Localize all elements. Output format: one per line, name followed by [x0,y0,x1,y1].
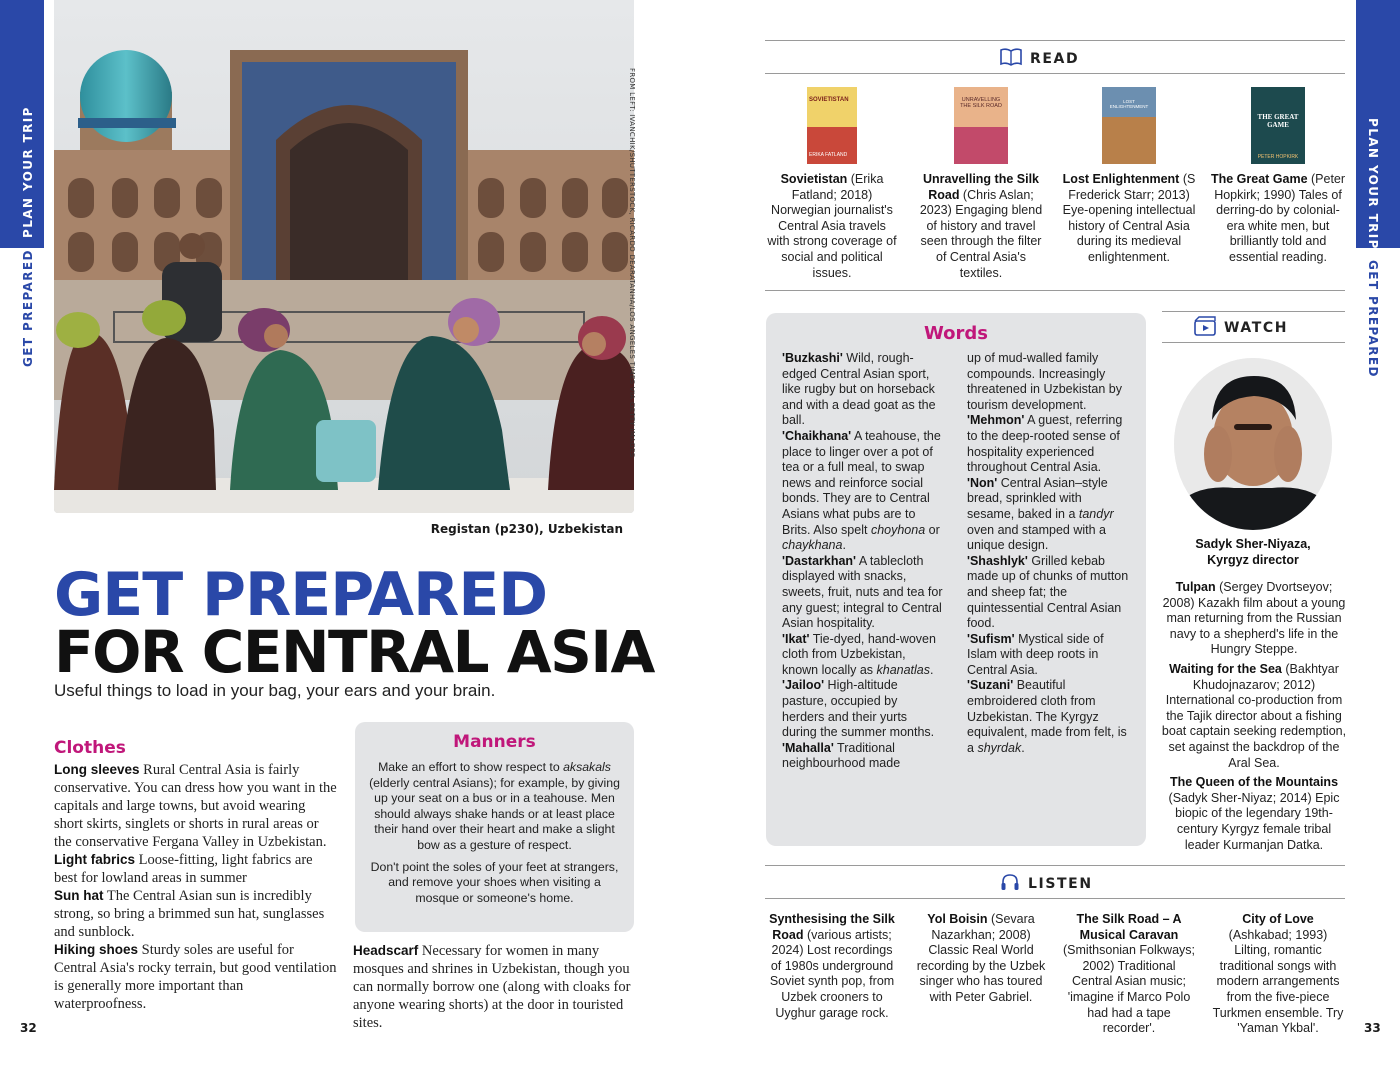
film-icon [1194,316,1216,340]
book-title: Lost Enlightenment [1062,172,1180,186]
clothes-term: Light fabrics [54,852,136,867]
clothes-term: Sun hat [54,888,104,903]
headscarf-item: Headscarf Necessary for women in many mosques and shrines in Uzbekistan, though you can normally borrow one (along with cloaks for anyone wearing shorts) at the door in touristed sites. [353,943,631,1031]
album-title: The Silk Road – A Musical Caravan [1076,912,1182,942]
film-title: The Queen of the Mountains [1169,775,1339,790]
word-entry: 'Suzani' Beautiful embroidered cloth from Uzbekistan. The Kyrgyz equivalent, made from felt, is a shyrdak. [967,678,1127,755]
words-box [766,313,1146,846]
word-entry: 'Jailoo' High-altitude pasture, occupied by herders and their yurts during the summer months. [782,678,935,740]
words-column-2 [967,351,1130,772]
clothes-item: Long sleeves Rural Central Asia is fairly conservative. You can dress how you want in the capitals and large towns, but avoid wearing short skirts, singlets or shorts in rural areas or the conservative Fergana Valley in Uzbekistan. [54,762,337,850]
book-cover: LOST ENLIGHTENMENT [1102,87,1156,164]
book-text: Sovietistan (Erika Fatland; 2018) Norwegian journalist's Central Asia travels with strong coverage of social and political issues. [767,172,897,280]
manners-box [355,722,634,932]
word-entry: 'Mehmon' A guest, referring to the deep-rooted sense of hospitality experienced throughout Central Asia. [967,413,1123,475]
manners-paragraph: Make an effort to show respect to aksakals (elderly central Asians); for example, by giving up your seat on a bus or in a teahouse. Men should always shake hands or at least place their hand over their heart and make a slight bow as a gesture of respect. [369,760,620,852]
book-item [914,87,1048,281]
book-item [1062,87,1196,266]
word-entry: 'Mahalla' Traditional neighbourhood made [782,740,901,771]
book-item [1210,87,1346,266]
left-tab-plan-label: PLAN YOUR TRIP [21,106,35,238]
registan-photo [54,0,634,513]
watch-header [1194,316,1288,340]
word-entry-continued: up of mud-walled family compounds. Increasingly threatened in Uzbekistan by tourism development. [967,351,1122,412]
left-tab-section-label: GET PREPARED [21,249,35,367]
word-term: 'Mehmon' [967,413,1025,428]
photo-credit: FROM LEFT: IVANCHIK/SHUTTERSTOCK, RICARDO DEARATANHA/LOS ANGELES TIMES VIA GETTY IMAGES [628,68,636,458]
album-item: City of Love (Ashkabad; 1993) Lilting, romantic traditional songs with modern arrangements from the five-piece Turkmen ensemble. Try 'Yaman Ykbal'. [1212,912,1344,1036]
headphones-icon [1000,872,1020,896]
word-entry: 'Non' Central Asian–style bread, sprinkled with sesame, baked in a tandyr oven and stamped with a unique design. [967,475,1114,553]
word-term: 'Ikat' [782,631,810,646]
book-text: Unravelling the Silk Road (Chris Aslan; 2023) Engaging blend of history and travel seen through the filter of Central Asia's textiles. [919,172,1043,280]
right-tab-section-label: GET PREPARED [1366,260,1380,378]
page-subtitle: Useful things to load in your bag, your ears and your brain. [54,681,496,700]
read-underline [765,73,1345,74]
page-number-left: 32 [20,1021,37,1035]
book-text: The Great Game (Peter Hopkirk; 1990) Tales of derring-do by colonial-era white men, but brilliantly told and essential reading. [1210,172,1346,264]
read-heading: READ [1030,51,1080,67]
film-title: Tulpan [1175,580,1216,594]
book-cover: UNRAVELLING THE SILK ROAD [954,87,1008,164]
watch-heading: WATCH [1224,320,1289,336]
words-column-1 [782,351,943,772]
book-icon [1000,47,1022,71]
director-portrait [1174,358,1332,530]
clothes-term: Long sleeves [54,762,140,777]
listen-header [1000,872,1093,896]
headscarf-term: Headscarf [353,943,419,958]
word-term: 'Chaikhana' [782,428,852,443]
film-item: Waiting for the Sea (Bakhtyar Khudojnazarov; 2012) International co-production from the Tajik director about a fishing boat captain seeking redemption, set against the backdrop of the Aral Sea. [1161,661,1347,770]
word-term: 'Dastarkhan' [782,553,857,568]
word-entry: 'Dastarkhan' A tablecloth displayed with snacks, sweets, fruit, nuts and tea for any guest; integral to Central Asian hospitality. [782,553,943,631]
clothes-item: Sun hat The Central Asian sun is incredibly strong, so bring a brimmed sun hat, sunglasses and sunblock. [54,888,325,940]
book-cover: THE GREAT GAME PETER HOPKIRK [1251,87,1305,164]
page-title-line2: FOR CENTRAL ASIA [54,618,654,686]
word-entry: 'Shashlyk' Grilled kebab made up of chunks of mutton and sheep fat; the quintessential Central Asian food. [967,553,1129,631]
clothes-section [54,738,338,1013]
watch-underline [1162,342,1345,343]
watch-top-rule [1162,311,1345,312]
word-term: 'Jailoo' [782,678,825,693]
film-item: The Queen of the Mountains (Sadyk Sher-Niyaz; 2014) Epic biopic of the legendary 19th-century Kyrgyz female tribal leader Kurmanjan Datka. [1168,775,1340,852]
director-caption: Sadyk Sher-Niyaza, Kyrgyz director [1195,537,1311,567]
clothes-item: Hiking shoes Sturdy soles are useful for Central Asia's rocky terrain, but good ventilation is generally more important than waterproofness. [54,942,337,1012]
book-title: Unravelling the Silk Road [922,172,1039,202]
word-term: 'Shashlyk' [967,553,1028,568]
word-entry: 'Sufism' Mystical side of Islam with deep roots in Central Asia. [967,631,1104,677]
watch-list [1160,580,1348,853]
read-top-rule [765,40,1345,41]
words-heading: Words [923,323,989,344]
listen-top-rule [765,865,1345,866]
album-item: Yol Boisin (Sevara Nazarkhan; 2008) Classic Real World recording by the Uzbek singer who has toured with Peter Gabriel. [916,912,1046,1004]
album-title: Synthesising the Silk Road [769,912,895,942]
clothes-item: Light fabrics Loose-fitting, light fabrics are best for lowland areas in summer [54,852,313,886]
word-entry: 'Buzkashi' Wild, rough-edged Central Asian sport, like rugby but on horseback and with a dead goat as the ball. [782,351,936,428]
manners-heading: Manners [453,732,536,752]
album-item: The Silk Road – A Musical Caravan (Smithsonian Folkways; 2002) Traditional Central Asian music; 'imagine if Marco Polo had had a tape recorder'. [1063,912,1195,1036]
word-term: 'Buzkashi' [782,351,843,365]
page-number-right: 33 [1364,1021,1381,1035]
photo-caption: Registan (p230), Uzbekistan [430,522,623,536]
book-title: Sovietistan [780,172,848,186]
album-title: Yol Boisin [927,912,988,926]
album-title: City of Love [1242,912,1314,926]
read-bottom-rule [765,290,1345,291]
book-title: The Great Game [1210,172,1308,186]
book-cover: SOVIETISTAN ERIKA FATLAND [807,87,857,164]
book-item [766,87,898,281]
book-text: Lost Enlightenment (S Frederick Starr; 2013) Eye-opening intellectual history of Central Asia during its medieval enlightenment. [1062,172,1196,264]
listen-heading: LISTEN [1028,876,1093,892]
word-term: 'Non' [967,475,998,490]
word-term: 'Sufism' [967,631,1015,646]
word-entry: 'Chaikhana' A teahouse, the place to linger over a pot of tea or a full meal, to swap news and reinforce social bonds. They are to Central Asians what pubs are to Brits. Also spelt choyhona or chaykhana. [782,428,941,553]
manners-paragraph: Don't point the soles of your feet at strangers, and remove your shoes when visiting a mosque or someone's home. [370,859,619,905]
film-item: Tulpan (Sergey Dvortseyov; 2008) Kazakh film about a young man returning from the Russian navy to a shepherd's life in the Hungry Steppe. [1162,580,1346,657]
word-entry: 'Ikat' Tie-dyed, hand-woven cloth from Uzbekistan, known locally as khanatlas. [782,631,936,677]
word-term: 'Suzani' [967,678,1014,693]
listen-underline [765,898,1345,899]
clothes-heading: Clothes [54,738,126,758]
page-title-line1: GET PREPARED [54,560,548,630]
album-item: Synthesising the Silk Road (various artists; 2024) Lost recordings of 1980s underground Soviet synth pop, from Uzbek crooners to Uyghur garage rock. [769,912,895,1020]
clothes-term: Hiking shoes [54,942,139,957]
read-header [1000,47,1079,71]
word-term: 'Mahalla' [782,740,834,755]
film-title: Waiting for the Sea [1169,661,1282,676]
right-tab-plan-label: PLAN YOUR TRIP [1366,118,1380,250]
